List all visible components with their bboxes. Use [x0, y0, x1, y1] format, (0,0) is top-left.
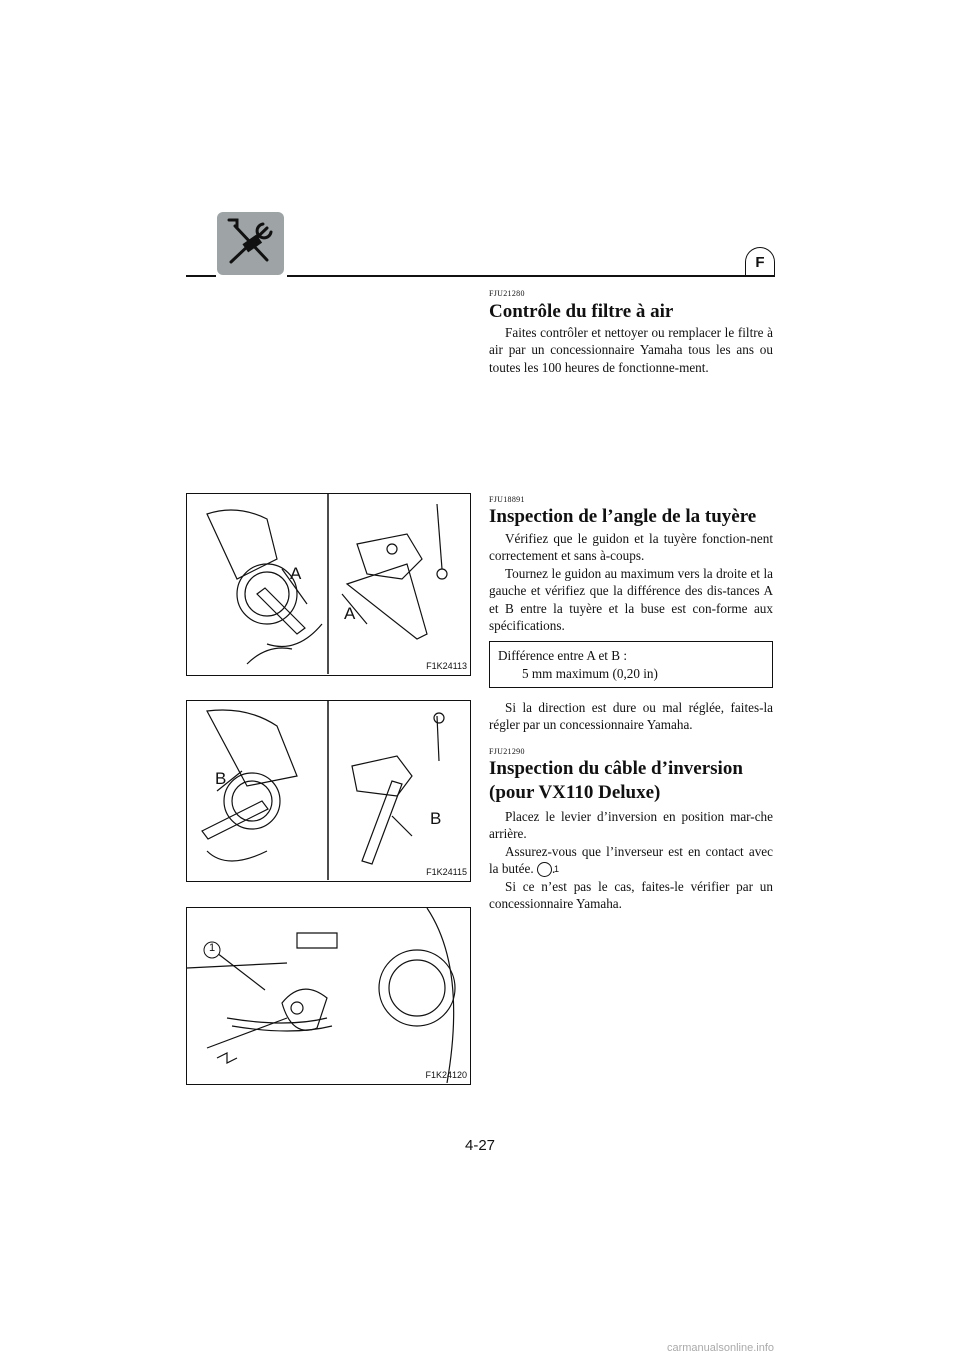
section-title-line2: (pour VX110 Deluxe): [489, 782, 661, 803]
figure-code: F1K24113: [426, 661, 467, 671]
figure-label: A: [344, 604, 356, 623]
figure-code: F1K24120: [425, 1070, 467, 1080]
figure-nozzle-distance-b: [186, 700, 471, 882]
section-body: [489, 324, 773, 376]
section-code: FJU21290: [489, 747, 525, 756]
section-code: FJU21280: [489, 289, 525, 298]
paragraph: Placez le levier d’inversion en position mar-che arrière.: [489, 809, 773, 842]
figure-label: A: [290, 564, 302, 583]
page-number: 4-27: [464, 1137, 496, 1154]
paragraph: Vérifiez que le guidon et la tuyère fonction-nent correctement et sans à-coups.: [489, 531, 773, 564]
paragraph: [489, 843, 773, 878]
tools-icon: [217, 212, 284, 275]
section-body: [489, 699, 773, 734]
spec-box: [489, 641, 773, 688]
section-title: Contrôle du filtre à air: [489, 301, 674, 322]
spec-value: 5 mm maximum (0,20 in): [522, 666, 658, 681]
section-title-line1: Inspection du câble d’inversion: [489, 758, 743, 779]
paragraph: Si ce n’est pas le cas, faites-le vérifier par un concessionnaire Yamaha.: [489, 878, 773, 912]
watermark: carmanualsonline.info: [666, 1342, 774, 1354]
section-code: FJU18891: [489, 495, 525, 504]
paragraph: Tournez le guidon au maximum vers la droite et la gauche et vérifiez que la différence des dis-tances A et B entre la tuyère et la buse est con-forme aux spécifications.: [489, 565, 773, 634]
figure-label: B: [430, 809, 442, 828]
language-tab: F: [745, 247, 775, 277]
reference-marker: 1: [537, 862, 552, 877]
figure-reverse-cable: [186, 907, 471, 1085]
paragraph: Faites contrôler et nettoyer ou remplacer le filtre à air par un concessionnaire Yamaha tous les ans ou toutes les 100 heures de fonctionne-ment.: [489, 325, 773, 375]
section-body: [489, 530, 773, 634]
section-body: [489, 808, 773, 912]
paragraph-end: .: [551, 861, 556, 877]
figure-nozzle-distance-a: [186, 493, 471, 676]
header-rule-right: [287, 275, 774, 277]
paragraph: Si la direction est dure ou mal réglée, faites-la régler par un concessionnaire Yamaha.: [489, 700, 773, 733]
figure-code: F1K24115: [426, 867, 467, 877]
figure-label: B: [215, 769, 227, 788]
paragraph-text: Assurez-vous que l’inverseur est en contact avec la butée.: [489, 843, 773, 877]
spec-label: Différence entre A et B :: [498, 648, 628, 663]
section-title: Inspection de l’angle de la tuyère: [489, 506, 757, 527]
header-rule-left: [186, 275, 216, 277]
figure-label: 1: [209, 942, 216, 954]
